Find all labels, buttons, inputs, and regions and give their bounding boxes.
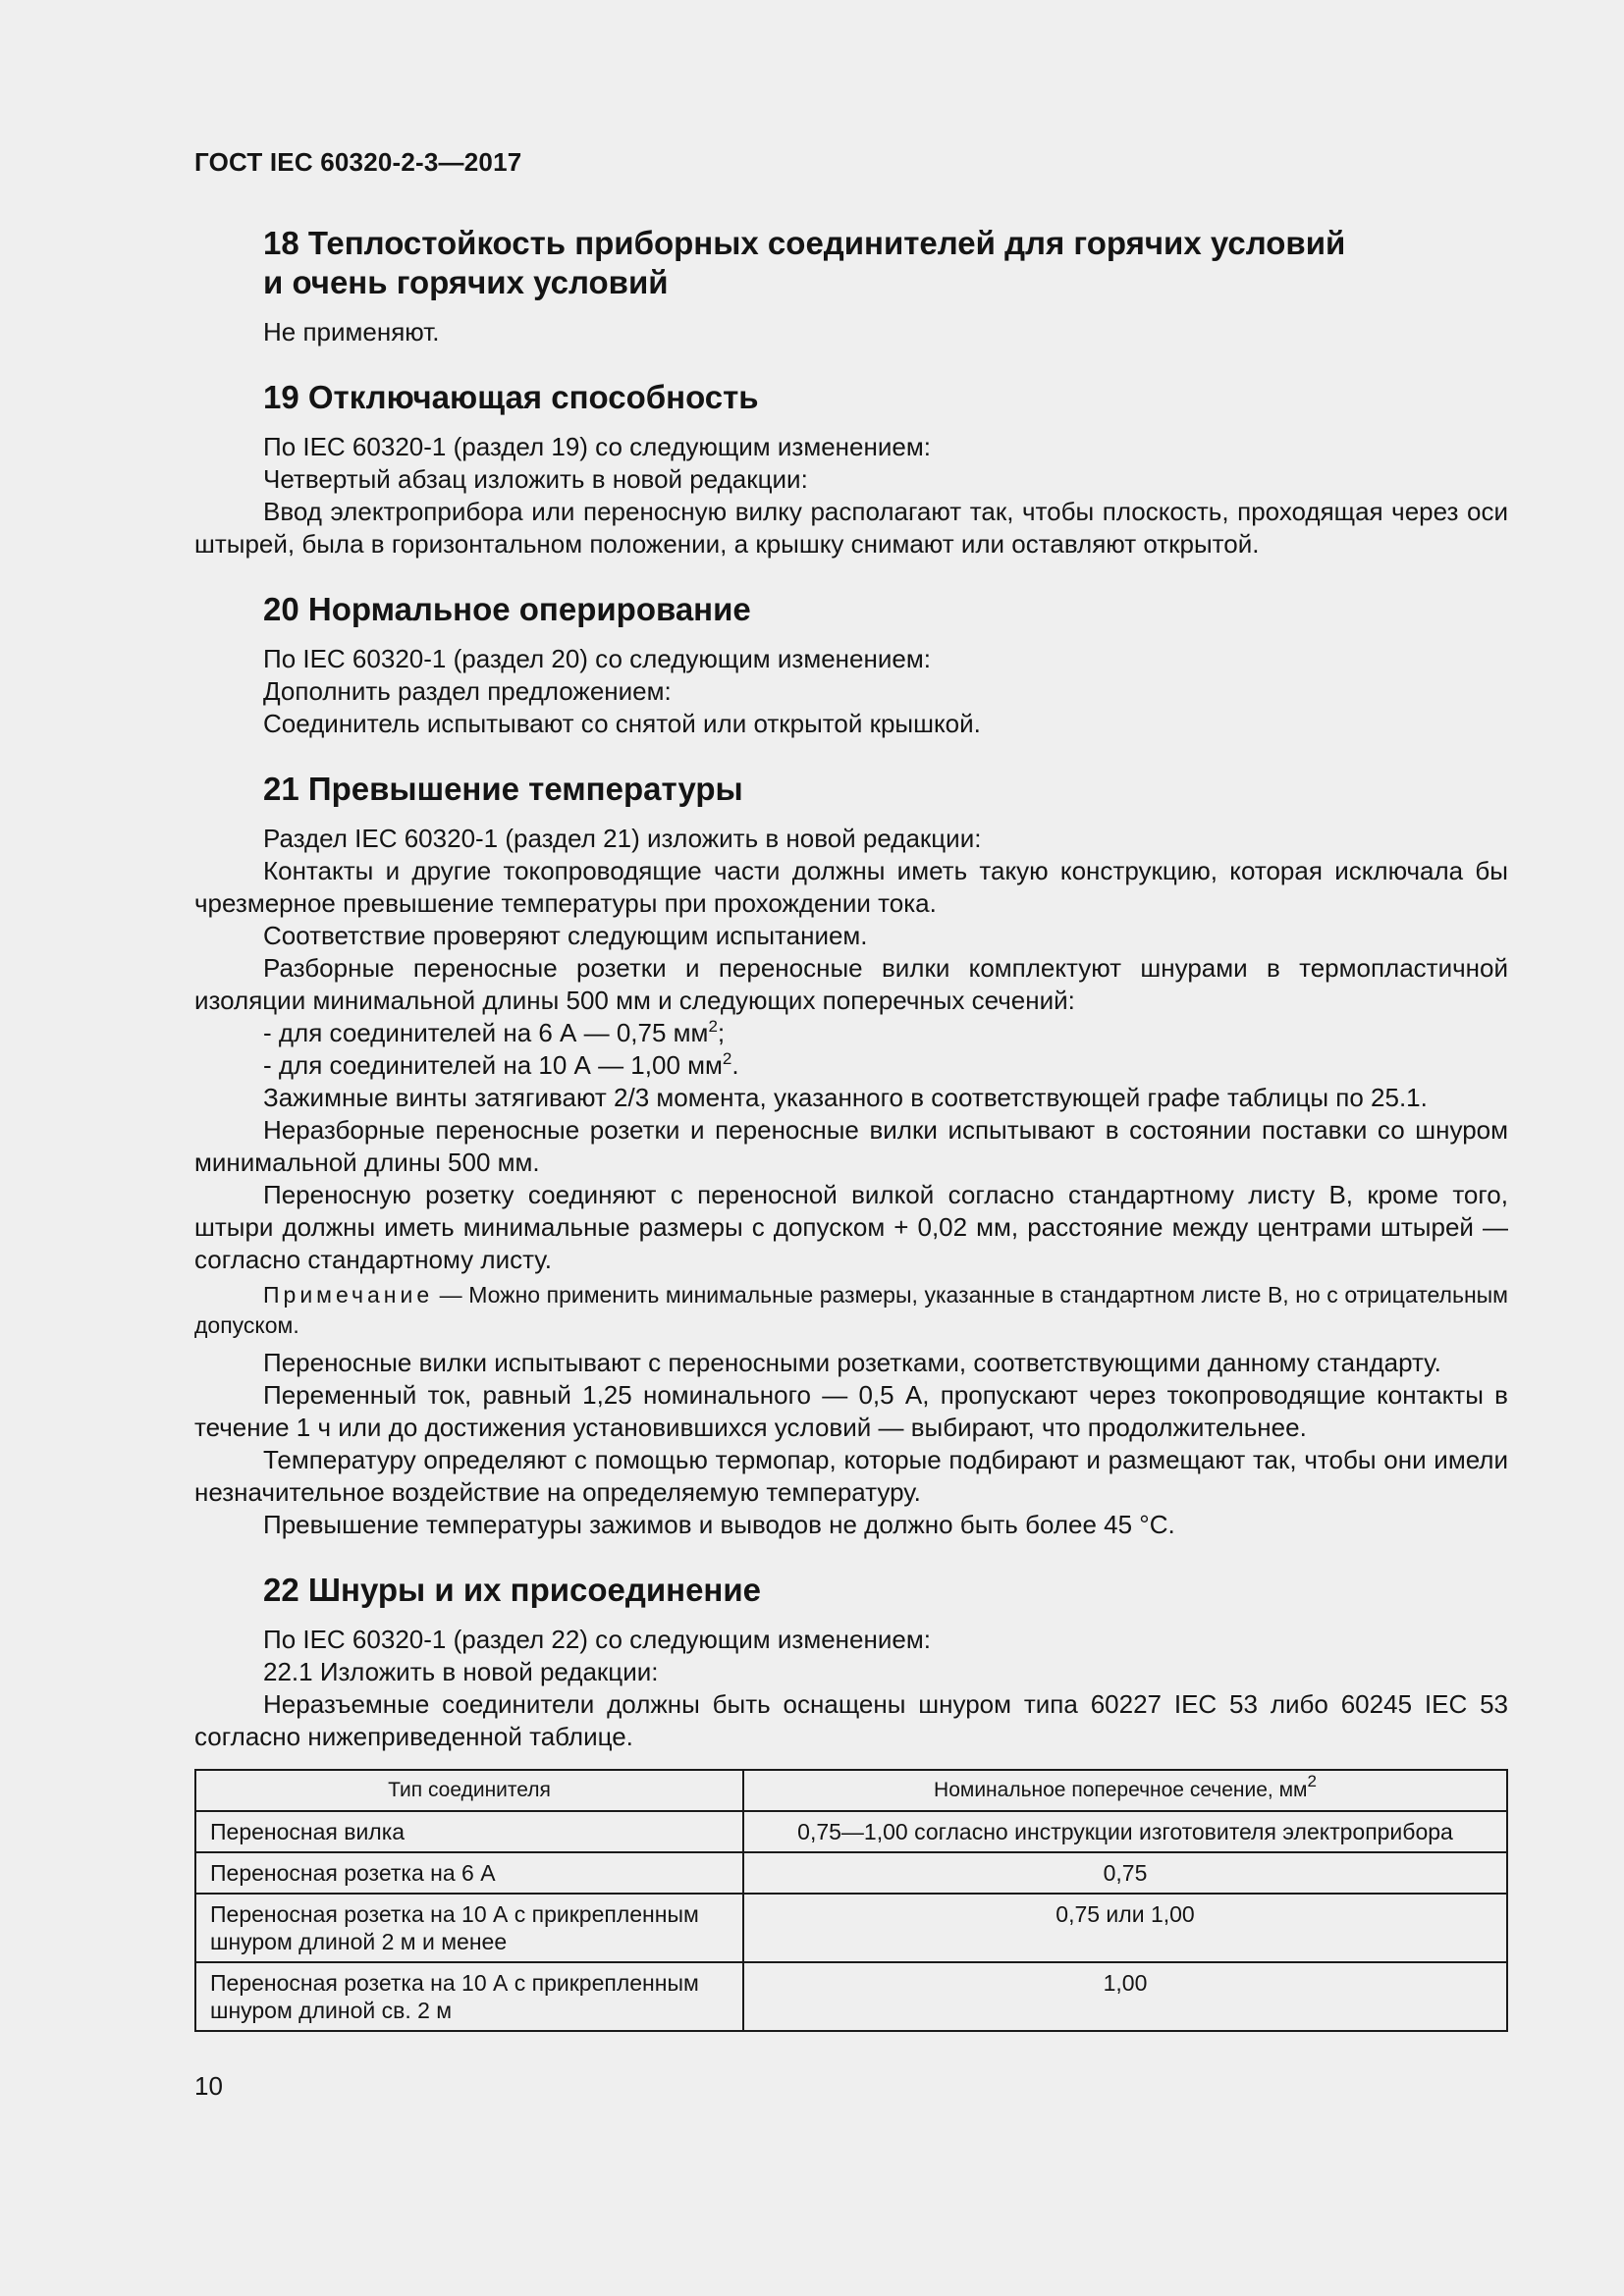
section-21-title: 21 Превышение температуры bbox=[263, 771, 743, 807]
section-21-text-5: Зажимные винты затягивают 2/3 момента, указанного в соответствующей графе таблицы по 25.1. bbox=[263, 1083, 1428, 1112]
section-19-text-1: По IEC 60320-1 (раздел 19) со следующим изменением: bbox=[263, 432, 931, 461]
table-cell-section: 0,75 или 1,00 bbox=[743, 1894, 1507, 1962]
section-20 bbox=[194, 590, 1508, 740]
section-18-text: Не применяют. bbox=[263, 317, 440, 347]
section-18-title bbox=[194, 224, 1508, 302]
section-20-text-3: Соединитель испытывают со снятой или открытой крышкой. bbox=[263, 709, 981, 738]
section-19-text-3: Ввод электроприбора или переносную вилку располагают так, чтобы плоскость, проходящая через оси штырей, была в горизонтальном положении, а крышку снимают или оставляют открытой. bbox=[194, 497, 1508, 559]
table-row bbox=[195, 1852, 1507, 1894]
section-21-text-2: Контакты и другие токопроводящие части должны иметь такую конструкцию, которая исключала бы чрезмерное превышение температуры при прохождении тока. bbox=[194, 856, 1508, 918]
section-22 bbox=[194, 1571, 1508, 1753]
section-21-text-7: Переносную розетку соединяют с переносной вилкой согласно стандартному листу В, кроме того, штыри должны иметь минимальные размеры с допуском + 0,02 мм, расстояние между центрами штырей — согласно стандартному листу. bbox=[194, 1180, 1508, 1274]
section-18-title-line1: 18 Теплостойкость приборных соединителей для горячих условий bbox=[263, 225, 1346, 261]
section-21-note bbox=[194, 1280, 1508, 1341]
section-22-text-1: По IEC 60320-1 (раздел 22) со следующим изменением: bbox=[263, 1625, 931, 1654]
section-21-text-4: Разборные переносные розетки и переносные вилки комплектуют шнурами в термопластичной изоляции минимальной длины 500 мм и следующих поперечных сечений: bbox=[194, 953, 1508, 1015]
table-header-cross-section: Номинальное поперечное сечение, $мм^2$ bbox=[743, 1770, 1507, 1811]
note-label: Примечание bbox=[263, 1282, 434, 1308]
section-20-title: 20 Нормальное оперирование bbox=[263, 591, 751, 627]
section-22-text-2: 22.1 Изложить в новой редакции: bbox=[263, 1657, 659, 1686]
section-21-text-1: Раздел IEC 60320-1 (раздел 21) изложить в новой редакции: bbox=[263, 824, 982, 853]
section-21 bbox=[194, 770, 1508, 1541]
section-21-text-3: Соответствие проверяют следующим испытанием. bbox=[263, 921, 868, 950]
section-19 bbox=[194, 378, 1508, 561]
note-text: — Можно применить минимальные размеры, указанные в стандартном листе В, но с отрицательным допуском. bbox=[194, 1282, 1508, 1338]
section-19-text-2: Четвертый абзац изложить в новой редакции: bbox=[263, 464, 808, 494]
table-header-row bbox=[195, 1770, 1507, 1811]
section-21-list-item-1: - для соединителей на 6 А — 0,75 $мм^2$; bbox=[263, 1017, 726, 1047]
table-cell-type: Переносная розетка на 10 А с прикрепленным шнуром длиной св. 2 м bbox=[195, 1962, 743, 2031]
cord-section-table bbox=[194, 1769, 1508, 2032]
table-cell-section: 1,00 bbox=[743, 1962, 1507, 2031]
section-19-title: 19 Отключающая способность bbox=[263, 379, 759, 415]
section-21-text-6: Неразборные переносные розетки и переносные вилки испытывают в состоянии поставки со шнуром минимальной длины 500 мм. bbox=[194, 1115, 1508, 1177]
table-row bbox=[195, 1811, 1507, 1852]
section-18 bbox=[194, 224, 1508, 348]
section-21-text-8: Переносные вилки испытывают с переносными розетками, соответствующими данному стандарту. bbox=[263, 1348, 1441, 1377]
section-18-title-line2: и очень горячих условий bbox=[263, 264, 669, 300]
document-header-id: ГОСТ IEC 60320-2-3—2017 bbox=[194, 147, 522, 177]
table-row bbox=[195, 1962, 1507, 2031]
table-cell-section: 0,75—1,00 согласно инструкции изготовителя электроприбора bbox=[743, 1811, 1507, 1852]
section-21-text-10: Температуру определяют с помощью термопар, которые подбирают и размещают так, чтобы они имели незначительное воздействие на определяемую температуру. bbox=[194, 1445, 1508, 1507]
page-number: 10 bbox=[194, 2071, 223, 2101]
table-cell-section: 0,75 bbox=[743, 1852, 1507, 1894]
table-row bbox=[195, 1894, 1507, 1962]
table-header-connector-type: Тип соединителя bbox=[195, 1770, 743, 1811]
section-22-text-3: Неразъемные соединители должны быть оснащены шнуром типа 60227 IEC 53 либо 60245 IEC 53 согласно нижеприведенной таблице. bbox=[194, 1689, 1508, 1751]
table-cell-type: Переносная розетка на 6 А bbox=[195, 1852, 743, 1894]
section-20-text-1: По IEC 60320-1 (раздел 20) со следующим изменением: bbox=[263, 644, 931, 673]
section-21-text-11: Превышение температуры зажимов и выводов не должно быть более 45 °С. bbox=[263, 1510, 1175, 1539]
section-21-text-9: Переменный ток, равный 1,25 номинального — 0,5 А, пропускают через токопроводящие контакты в течение 1 ч или до достижения установившихся условий — выбирают, что продолжительнее. bbox=[194, 1380, 1508, 1442]
document-body bbox=[194, 224, 1508, 2032]
section-21-list-item-2: - для соединителей на 10 А — 1,00 $мм^2$. bbox=[263, 1049, 739, 1080]
table-cell-type: Переносная розетка на 10 А с прикрепленным шнуром длиной 2 м и менее bbox=[195, 1894, 743, 1962]
section-20-text-2: Дополнить раздел предложением: bbox=[263, 676, 672, 706]
table-cell-type: Переносная вилка bbox=[195, 1811, 743, 1852]
section-22-title: 22 Шнуры и их присоединение bbox=[263, 1572, 761, 1608]
